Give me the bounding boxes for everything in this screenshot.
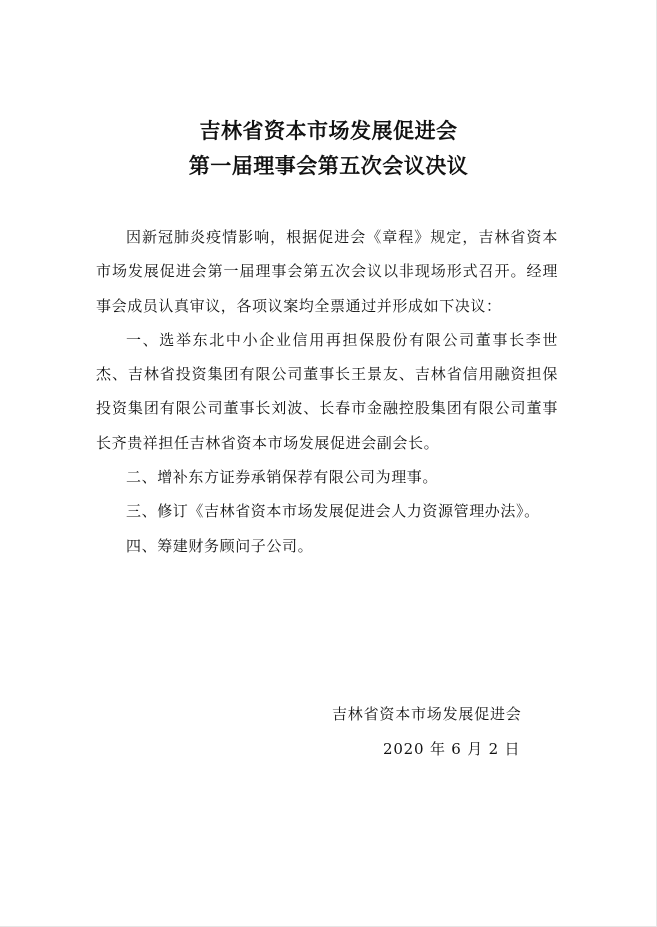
intro-paragraph: 因新冠肺炎疫情影响，根据促进会《章程》规定，吉林省资本市场发展促进会第一届理事会第五次会议以非现场形式召开。经理事会成员认真审议，各项议案均全票通过并形成如下决议：	[96, 228, 558, 315]
document-body	[96, 220, 558, 563]
signature-date: 2020 年 6 月 2 日	[383, 740, 521, 758]
resolution-item-1: 一、选举东北中小企业信用再担保股份有限公司董事长李世杰、吉林省投资集团有限公司董事长王景友、吉林省信用融资担保投资集团有限公司董事长刘波、长春市金融控股集团有限公司董事长齐贵祥担任吉林省资本市场发展促进会副会长。	[96, 330, 558, 452]
document-title-line-2: 第一届理事会第五次会议决议	[188, 154, 469, 178]
document-title-line-1: 吉林省资本市场发展促进会	[199, 119, 458, 143]
signature-organization: 吉林省资本市场发展促进会	[332, 705, 522, 723]
resolution-item-2: 二、增补东方证券承销保荐有限公司为理事。	[126, 468, 439, 487]
resolution-item-4: 四、筹建财务顾问子公司。	[126, 536, 314, 555]
resolution-item-3: 三、修订《吉林省资本市场发展促进会人力资源管理办法》。	[126, 502, 540, 521]
